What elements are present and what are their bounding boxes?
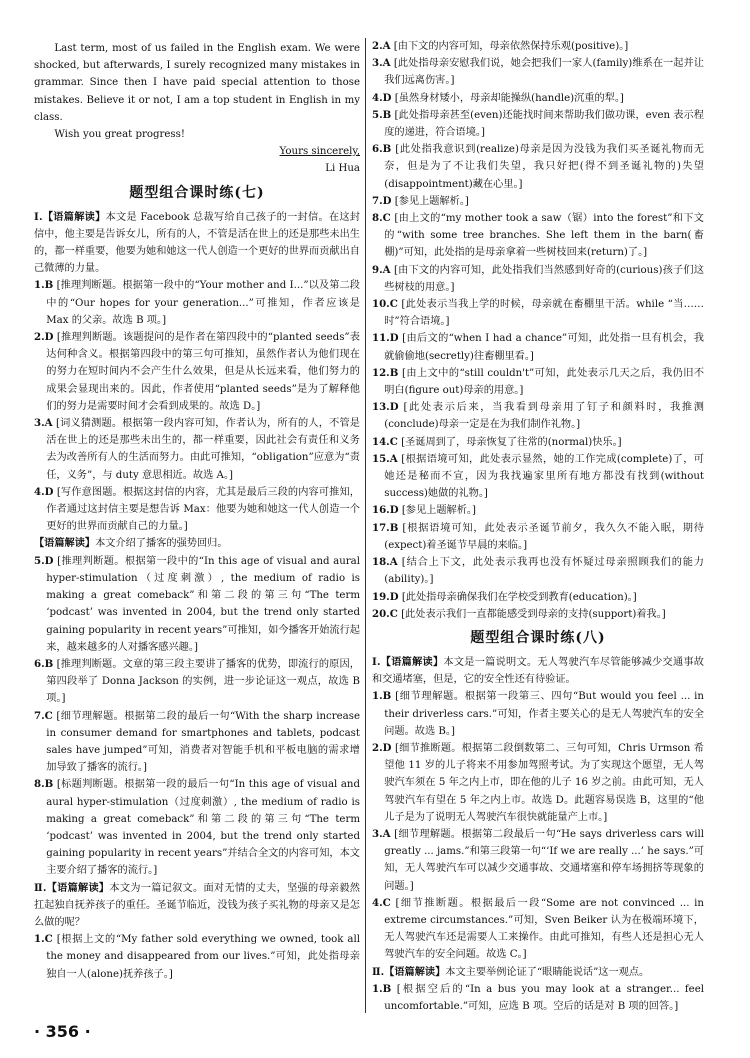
left-column (34, 40, 360, 983)
answer-explanation: [结合上下文，此处表示我再也没有怀疑过母亲照顾我们的能力(ability)。] (384, 557, 704, 586)
answer-number: 5.D (34, 554, 54, 567)
answer-number: 12.B (372, 366, 399, 379)
answer-explanation: [此处指母亲确保我们在学校受到教育(education)。] (401, 591, 637, 603)
answer-item (372, 399, 704, 433)
answer-item (372, 606, 704, 623)
answer-explanation: [推理判断题。该题提问的是作者在第四段中的“planted seeds”表达何种含义。根据第四段中的第三句可推知，虽然作者认为他们现在的努力在短时间内不会产生什么效果，但是从长远来看，他们努力的成果会显现出来的。因此，作者使用“planted seeds”是为了解释他们的努力是需要时间才会看到成果的。故选 D。] (46, 332, 360, 412)
answer-item (372, 895, 704, 964)
answer-list (372, 688, 704, 963)
answer-explanation: [根据上文的“My father sold everything we owned, took all the money and disappeared from our lives.”可知，此处指母亲独自一人(alone)抚养孩子。] (46, 934, 360, 980)
answer-item (372, 502, 704, 519)
answer-list (372, 38, 704, 623)
passage-note-5: Ⅱ.【语篇解读】本文主要举例论证了“眼睛能说话”这一观点。 (372, 965, 650, 978)
answer-item (372, 740, 704, 826)
answer-explanation: [根据空后的“In a bus you may look at a stranger... feel uncomfortable.”可知，应选 B 项。空后的话是对 B 项的回答。] (384, 983, 704, 1012)
answer-number: 2.D (372, 741, 392, 754)
answer-number: 4.D (372, 91, 392, 104)
answer-explanation: [细节理解题。根据第二段的最后一句“With the sharp increase in consumer demand for smartphones and tablets, podcast sales have jumped”可知，消费者对智能手机和平板电脑的需求增加导致了播客的流行。] (46, 710, 360, 774)
answer-number: 1.C (34, 933, 53, 946)
answer-item (34, 484, 360, 536)
answer-explanation: [细节推断题。根据最后一段“Some are not convinced ... in extreme circumstances.”可知，Sven Beiker 认为在极端环境下，无人驾驶汽车还是需要人工来操作。由此可推知，有些人还是担心无人驾驶汽车的安全问题。故选 C。] (384, 897, 704, 961)
answer-item (372, 330, 704, 364)
answer-number: 4.D (34, 485, 54, 498)
answer-item (34, 656, 360, 708)
passage-note-3: Ⅱ.【语篇解读】本文为一篇记叙文。面对无情的丈夫，坚强的母亲毅然扛起独自抚养孩子的重任。圣诞节临近，没钱为孩子买礼物的母亲又是怎么做的呢？ (34, 881, 360, 928)
letter-paragraph-1: Last term, most of us failed in the English exam. We were shocked, but afterwards, I surely recognized many mistakes in grammar. Since then I have paid special attention to those mistakes. Believe it or not, I am a top student in English in my class. (34, 43, 360, 123)
passage-note-1: Ⅰ.【语篇解读】本文是 Facebook 总裁写给自己孩子的一封信。在这封信中，他主要是告诉女儿，所有的人，不管是活在世上的还是那些未出生的，都一样重要，他要为她和她这一代人创造一个更好的世界而贡献出自己微薄的力量。 (34, 210, 360, 275)
passage-note-2: 【语篇解读】本文介绍了播客的强势回归。 (34, 537, 228, 550)
answer-explanation: [根据语境可知，此处表示圣诞节前夕，我久久不能入眠，期待(expect)着圣诞节早晨的来临。] (384, 522, 704, 551)
answer-number: 1.B (372, 690, 392, 703)
answer-number: 3.A (34, 417, 53, 430)
answer-explanation: [此处指母亲甚至(even)还能找时间来帮助我们做功课，even 表示程度的递进，符合语境。] (384, 109, 704, 139)
answer-explanation: [细节理解题。根据第二段最后一句“He says driverless cars will greatly ... jams.”和第三段第一句“‘If we are really ...’ he says.”可知，无人驾驶汽车可以减少交通事故、交通堵塞和停车场拥挤等现象的问题。] (384, 828, 705, 892)
answer-explanation: [此处表示后来，当我看到母亲用了钉子和颜料时，我推测(conclude)母亲一定是在为我们制作礼物。] (384, 402, 704, 431)
page-number: · 356 · (34, 1022, 91, 1041)
answer-item (34, 277, 360, 329)
letter-signature: Li Hua (325, 163, 360, 175)
answer-explanation: [由后文的“when I had a chance”可知，此处指一旦有机会，我就偷偷地(secretly)往畜棚里看。] (384, 333, 704, 362)
right-column (372, 38, 704, 1015)
answer-item (372, 210, 704, 262)
answer-explanation: [圣诞周到了，母亲恢复了往常的(normal)快乐。] (401, 436, 622, 448)
answer-explanation: [由下文的内容可知，此处指我们当然感到好奇的(curious)孩子们这些树枝的用意。] (384, 264, 704, 293)
answer-item (372, 520, 704, 554)
answer-explanation: [由下文的内容可知，母亲依然保持乐观(positive)。] (393, 41, 629, 52)
answer-explanation: [虽然身材矮小，母亲却能操纵(handle)沉重的犁。] (394, 92, 624, 104)
answer-number: 2.A (372, 40, 391, 52)
answer-item (372, 365, 704, 399)
answer-number: 1.B (34, 279, 54, 292)
answer-item (372, 55, 704, 89)
answer-number: 17.B (372, 521, 399, 534)
answer-explanation: [写作意图题。根据这封信的内容，尤其是最后三段的内容可推知，作者通过这封信主要是想告诉 Max：他要为她和她这一代人创造一个更好的世界而贡献自己的力量。] (46, 486, 360, 533)
answer-explanation: [由上文中的“still couldn't”可知，此处表示几天之后，我仍旧不明白(figure out)母亲的用意。] (384, 367, 705, 397)
answer-item (34, 329, 360, 415)
answer-item (372, 434, 704, 451)
letter-paragraph-2: Wish you great progress! (54, 129, 185, 141)
answer-item (372, 107, 704, 141)
answer-number: 7.C (34, 709, 53, 722)
answer-number: 15.A (372, 452, 398, 465)
column-divider (365, 38, 366, 1013)
answer-list (34, 553, 360, 880)
answer-item (372, 262, 704, 296)
answer-explanation: [标题判断题。根据第一段的最后一句“In this age of visual and aural hyper-stimulation（过度刺激）, the medium of radio is making a great comeback”和第二段的第三句“The term ‘podcast’ was invented in 2004, but the trend only started gaining popularity in recent years”并结合全文的内容可知，本文主要介绍了播客的流行。] (46, 779, 360, 877)
answer-number: 2.D (34, 331, 54, 344)
passage-note-4: Ⅰ.【语篇解读】本文是一篇说明文。无人驾驶汽车尽管能够减少交通事故和交通堵塞，但是，它的安全性还有待验证。 (372, 655, 704, 686)
answer-explanation: [此处表示我们一直都能感受到母亲的支持(support)着我。] (401, 608, 666, 620)
answer-number: 18.A (372, 556, 398, 569)
answer-number: 9.A (372, 263, 391, 276)
answer-item (34, 415, 360, 484)
answer-number: 14.C (372, 435, 398, 448)
letter-closing: Yours sincerely, (279, 146, 360, 158)
answer-item (34, 708, 360, 777)
answer-explanation: [推理判断题。根据第一段中的“In this age of visual and aural hyper-stimulation（过度刺激）, the medium of radio is making a great comeback”和第二段的第三句“The term ‘podcast’ was invented in 2004, but the trend only started gaining popularity in recent years”可推知，如今播客开始流行起来，越来越多的人对播客感兴趣。] (46, 555, 360, 653)
answer-item (372, 296, 704, 330)
answer-number: 13.D (372, 401, 399, 414)
answer-explanation: [推理判断题。根据第一段中的“Your mother and I...”以及第二段中的“Our hopes for your generation...”可推知，作者应该是 Max 的父亲。故选 B 项。] (46, 280, 360, 326)
answer-number: 1.B (372, 982, 392, 995)
answer-explanation: [细节推断题。根据第二段倒数第二、三句可知，Chris Urmson 希望他 11 岁的儿子将来不用参加驾照考试。为了实现这个愿望，无人驾驶汽车须在 5 年之内上市，即在他的儿子 16 岁之前。由此可知，无人驾驶汽车有望在 5 年之内上市。故选 D。此题容易误选 B，这里的“他儿子是为了说明无人驾驶汽车很快就能量产上市。] (384, 742, 704, 823)
answer-list (34, 931, 360, 983)
answer-number: 16.D (372, 504, 399, 517)
answer-number: 8.C (372, 212, 391, 225)
answer-list (372, 981, 704, 1015)
section-title-8: 题型组合课时练(八) (470, 629, 606, 646)
answer-number: 4.C (372, 896, 391, 909)
answer-number: 20.C (372, 607, 398, 620)
answer-item (372, 589, 704, 606)
answer-explanation: [推理判断题。文章的第三段主要讲了播客的优势，即流行的原因，第四段举了 Donna Jackson 的实例，进一步论证这一观点，故选 B 项。] (46, 658, 360, 705)
answer-item (372, 38, 704, 55)
answer-explanation: [参见上题解析。] (394, 195, 469, 207)
answer-number: 3.A (372, 57, 391, 70)
answer-item (34, 931, 360, 983)
section-title-7: 题型组合课时练(七) (129, 184, 265, 201)
answer-explanation: [词义猜测题。根据第一段内容可知，作者认为，所有的人，不管是活在世上的还是那些未出生的，都一样重要，因此社会有责任和义务去为改善所有人的生活而努力。由此可推知，“obligation”应意为“责任，义务”，与 duty 意思相近。故选 A。] (46, 418, 360, 481)
answer-explanation: [根据语境可知，此处表示显然，她的工作完成(complete)了，可她还是秘而不宣，因为我找遍家里所有地方都没有找到(without success)她做的礼物。] (384, 453, 704, 500)
answer-item (372, 688, 704, 740)
answer-item (372, 554, 704, 588)
answer-explanation: [此处表示当我上学的时候，母亲就在畜棚里干活。while “当……时”符合语境。] (384, 299, 704, 328)
answer-number: 6.B (372, 143, 392, 156)
answer-number: 10.C (372, 298, 398, 311)
answer-number: 5.B (372, 108, 392, 121)
answer-explanation: [此处指母亲安慰我们说，她会把我们一家人(family)维系在一起并让我们远离伤害。] (384, 58, 704, 87)
answer-explanation: [细节理解题。根据第一段第三、四句“But would you feel ... in their driverless cars.”可知，作者主要关心的是无人驾驶汽车的安全问题。故选 B。] (384, 691, 704, 737)
answer-number: 7.D (372, 194, 392, 207)
answer-number: 8.B (34, 778, 54, 791)
answer-item (34, 553, 360, 656)
answer-item (372, 826, 704, 895)
answer-item (372, 981, 704, 1015)
answer-item (372, 141, 704, 193)
answer-number: 19.D (372, 590, 399, 603)
answer-list (34, 277, 360, 535)
answer-item (372, 451, 704, 503)
answer-number: 3.A (372, 827, 391, 840)
answer-item (372, 90, 704, 107)
answer-explanation: [此处指我意识到(realize)母亲是因为没钱为我们买圣诞礼物而无奈，但是为了不让我们失望，我只好把(得不到圣诞礼物的)失望(disappointment)藏在心里。] (384, 144, 704, 190)
answer-number: 6.B (34, 657, 54, 670)
answer-item (34, 776, 360, 879)
answer-item (372, 193, 704, 210)
answer-explanation: [参见上题解析。] (401, 505, 476, 517)
answer-explanation: [由上文的“my mother took a saw（锯）into the forest”和下文的“with some tree branches. She left them in the barn(畜棚)”可知，此处指的是母亲拿着一些树枝回来(return)了。] (384, 213, 704, 259)
answer-number: 11.D (372, 332, 399, 345)
